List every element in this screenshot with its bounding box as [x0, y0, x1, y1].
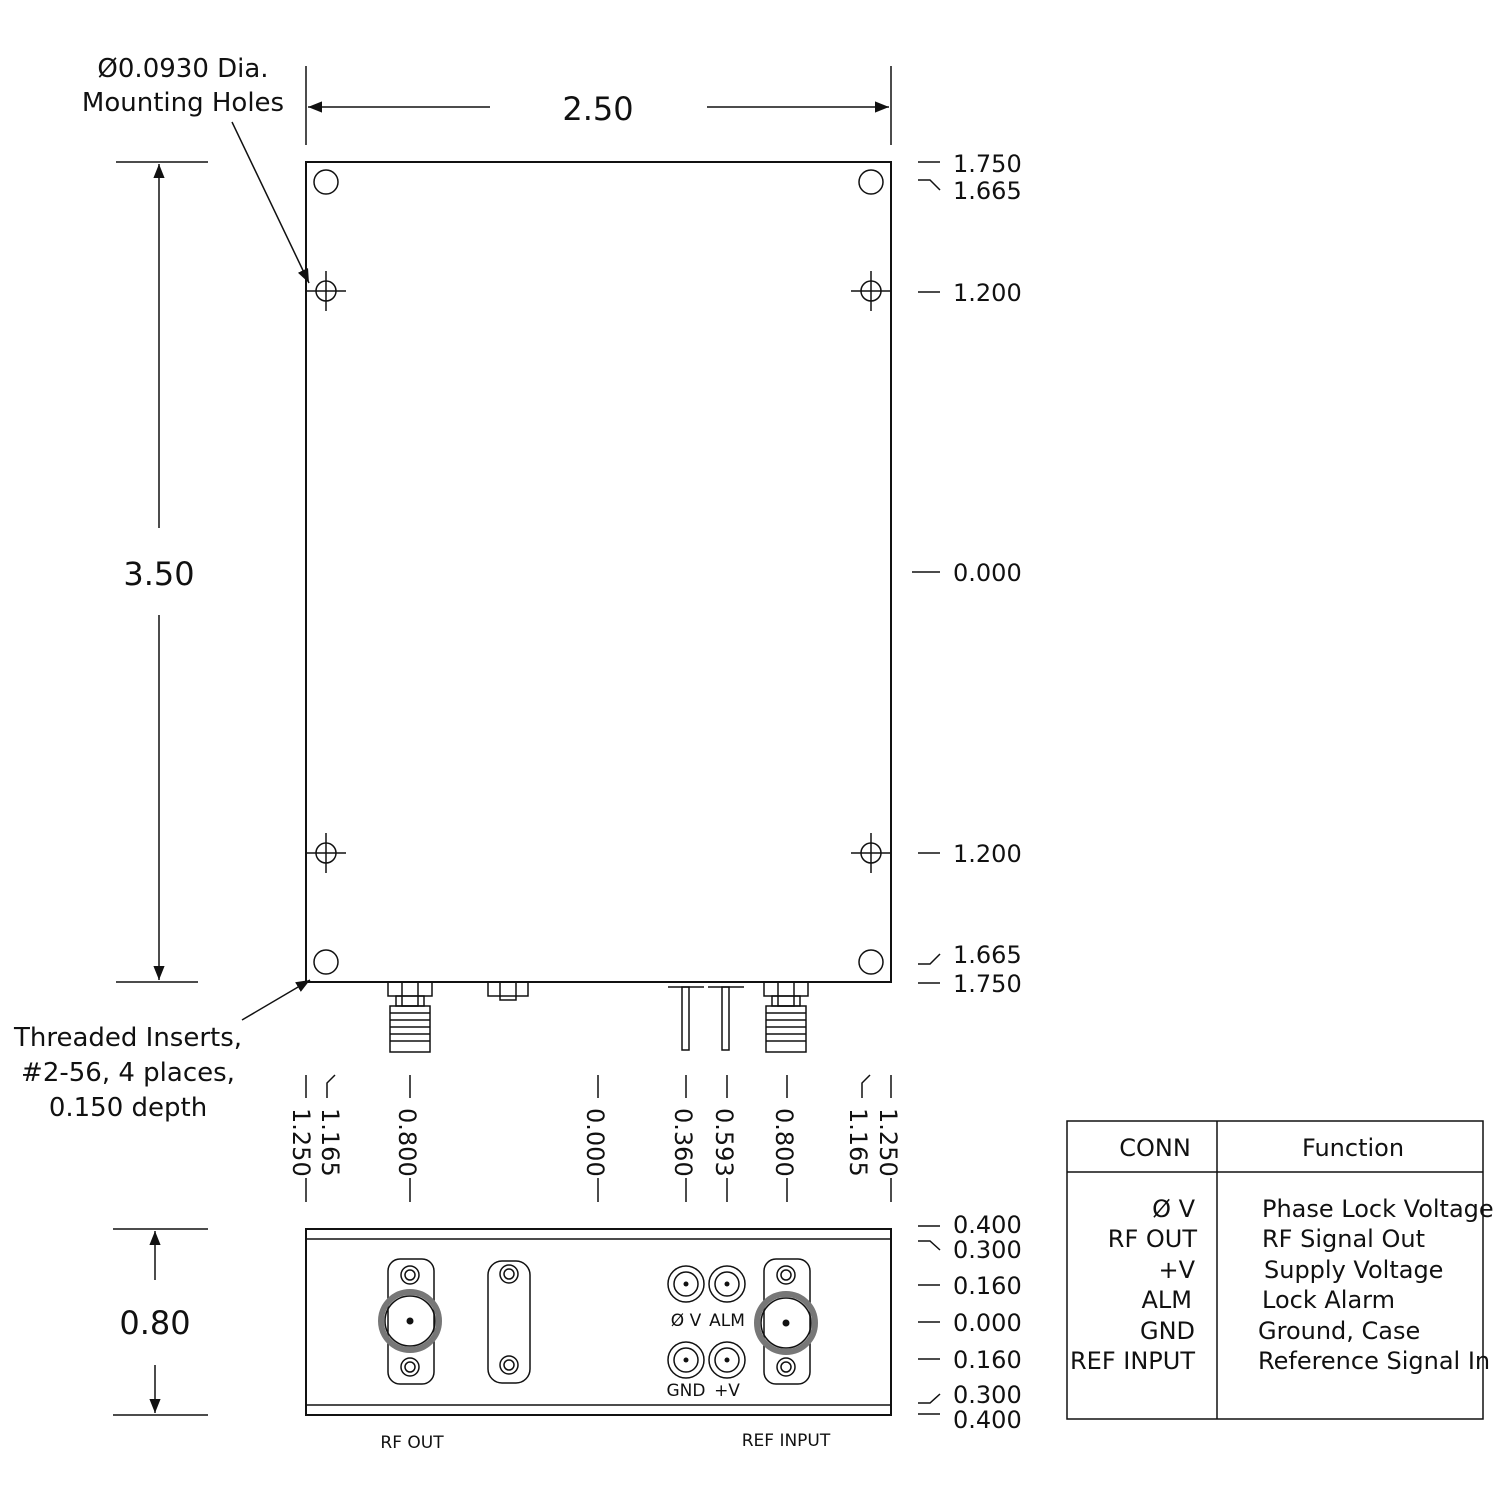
threaded-insert-icon: [859, 170, 883, 194]
width-dimension: [306, 66, 891, 145]
rf-out-label: RF OUT: [380, 1433, 444, 1453]
scale-label: 1.665: [953, 177, 1022, 205]
top-view: [306, 162, 891, 1052]
alm-feedthrough-icon: [709, 1266, 745, 1302]
mounting-hole-icon: [306, 833, 346, 873]
ref-input-connector-icon: [764, 982, 808, 1052]
side-view: [306, 1229, 891, 1453]
scale-label: 1.250: [874, 1108, 902, 1177]
scale-label: 1.165: [316, 1108, 344, 1177]
side-view-outline: [306, 1229, 891, 1415]
ref-input-label: REF INPUT: [741, 1431, 831, 1451]
threaded-insert-icon: [314, 950, 338, 974]
scale-label: 0.400: [953, 1211, 1022, 1239]
scale-label: 0.400: [953, 1406, 1022, 1434]
threaded-insert-icon: [314, 170, 338, 194]
scale-label: 0.800: [770, 1108, 798, 1177]
table-conn-cell: +V: [1158, 1256, 1195, 1284]
scale-label: 0.160: [953, 1272, 1022, 1300]
depth-label: 0.80: [119, 1304, 191, 1342]
scale-label: 1.750: [953, 970, 1022, 998]
side-scale: [918, 1211, 1022, 1434]
scale-label: 0.360: [669, 1108, 697, 1177]
phase-v-label: Ø V: [670, 1311, 702, 1331]
scale-label: 1.250: [287, 1108, 315, 1177]
gnd-feedthrough-icon: [668, 1342, 704, 1378]
threaded-inserts-callout: [13, 980, 310, 1123]
mounting-holes-line1: Ø0.0930 Dia.: [97, 54, 269, 84]
top-view-outline: [306, 162, 891, 982]
bottom-scale: [287, 1075, 902, 1202]
mounting-hole-icon: [851, 833, 891, 873]
threaded-line1: Threaded Inserts,: [13, 1023, 243, 1053]
scale-label: 0.800: [393, 1108, 421, 1177]
height-dimension: [116, 162, 208, 982]
table-conn-cell: ALM: [1141, 1286, 1192, 1314]
ref-input-flange-connector-icon: [757, 1259, 815, 1384]
plus-v-label: +V: [714, 1381, 740, 1401]
phase-v-feedthrough-icon: [668, 1266, 704, 1302]
table-header-function: Function: [1301, 1134, 1405, 1162]
table-function-cell: RF Signal Out: [1262, 1225, 1425, 1253]
table-function-cell: Phase Lock Voltage: [1262, 1195, 1494, 1223]
scale-label: 1.750: [953, 150, 1022, 178]
scale-label: 0.160: [953, 1346, 1022, 1374]
scale-label: 1.200: [953, 840, 1022, 868]
threaded-insert-icon: [859, 950, 883, 974]
mounting-holes-line2: Mounting Holes: [81, 88, 285, 118]
rf-out-connector-icon: [388, 982, 432, 1052]
table-conn-cell: GND: [1139, 1317, 1195, 1345]
alm-label: ALM: [709, 1311, 745, 1331]
scale-label: 0.300: [953, 1236, 1022, 1264]
table-function-cell: Ground, Case: [1258, 1317, 1421, 1345]
scale-label: 0.000: [953, 559, 1022, 587]
table-header-conn: CONN: [1119, 1134, 1191, 1162]
plus-v-feedthrough-icon: [709, 1342, 745, 1378]
scale-label: 1.665: [953, 941, 1022, 969]
table-function-cell: Lock Alarm: [1262, 1286, 1395, 1314]
scale-label: 0.000: [953, 1309, 1022, 1337]
pin-lead-icon: [668, 987, 704, 1050]
threaded-line3: 0.150 depth: [48, 1093, 208, 1123]
depth-dimension: [113, 1229, 208, 1415]
table-conn-cell: Ø V: [1152, 1195, 1195, 1223]
scale-label: 0.000: [581, 1108, 609, 1177]
pin-lead-icon: [708, 987, 744, 1050]
table-function-cell: Reference Signal In: [1258, 1347, 1491, 1375]
mounting-holes-callout: [82, 54, 309, 283]
scale-label: 1.200: [953, 279, 1022, 307]
gnd-label: GND: [666, 1381, 706, 1401]
threaded-line2: #2-56, 4 places,: [21, 1058, 235, 1088]
mounting-hole-icon: [851, 271, 891, 311]
connector-table: [1067, 1121, 1494, 1419]
table-conn-cell: RF OUT: [1107, 1225, 1197, 1253]
tuning-block-side-icon: [488, 1261, 530, 1383]
scale-label: 0.300: [953, 1381, 1022, 1409]
rf-out-flange-connector-icon: [381, 1259, 439, 1384]
tuning-block-icon: [488, 982, 528, 1000]
height-label: 3.50: [123, 555, 195, 593]
width-label: 2.50: [562, 90, 634, 128]
mounting-hole-icon: [306, 271, 346, 311]
right-scale: [912, 150, 1022, 998]
table-function-cell: Supply Voltage: [1264, 1256, 1444, 1284]
scale-label: 0.593: [710, 1108, 738, 1177]
scale-label: 1.165: [844, 1108, 872, 1177]
table-conn-cell: REF INPUT: [1069, 1347, 1195, 1375]
